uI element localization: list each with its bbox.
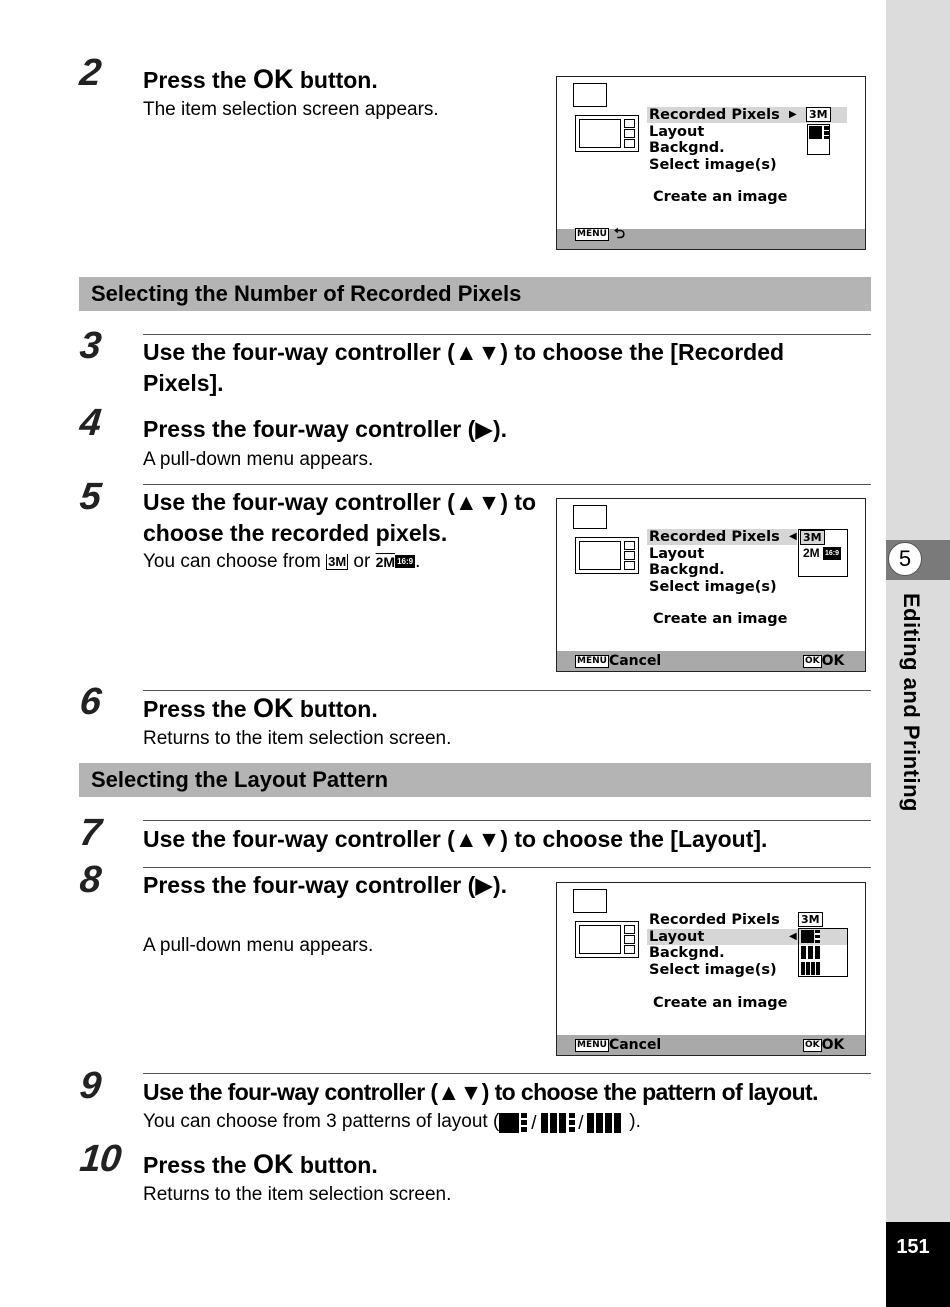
create-image-label: Create an image (653, 189, 788, 205)
screen-bottom-bar: MENU Cancel OK OK (557, 1035, 865, 1055)
menu-key-icon: MENU (577, 1039, 607, 1050)
step-title: Press the OK button. (143, 693, 378, 723)
menu-key-icon: MENU (577, 655, 607, 666)
menu-item-layout: Layout (649, 546, 705, 562)
camera-screen-layout-pulldown (556, 882, 866, 1056)
menu-item-select-images: Select image(s) (649, 962, 777, 978)
step-title: Press the four-way controller (▶). (143, 416, 508, 442)
ok-key-icon: OK (805, 1039, 820, 1050)
menu-item-select-images: Select image(s) (649, 157, 777, 173)
step-number: 8 (77, 859, 103, 901)
divider (143, 820, 871, 821)
menu-item-recorded-pixels: Recorded Pixels (649, 912, 780, 928)
menu-item-layout: Layout (649, 124, 705, 140)
menu-item-layout: Layout (649, 929, 705, 945)
menu-key-icon: MENU (577, 228, 607, 239)
layout-patterns-icon: / / (499, 1112, 629, 1132)
step-title: Use the four-way controller (▲▼) to choose the recorded pixels. (143, 489, 537, 546)
compose-icon (573, 505, 607, 529)
ratio-icon: 16:9 (397, 557, 414, 567)
step-text: You can choose from 3 patterns of layout ( / / ). (143, 1111, 641, 1134)
page-number: 151 (896, 1236, 930, 1258)
step-text: The item selection screen appears. (143, 99, 439, 120)
screen-bottom-bar: MENU Cancel OK OK (557, 651, 865, 671)
arrow-left-icon: ◀ (789, 531, 797, 542)
chapter-title: Editing and Printing (899, 593, 924, 812)
step-title: Use the four-way controller (▲▼) to choose the [Recorded Pixels]. (143, 339, 785, 396)
create-image-label: Create an image (653, 611, 788, 627)
back-icon: ⮌ (613, 226, 626, 242)
layout-preview (575, 921, 639, 958)
step-number: 10 (77, 1138, 123, 1180)
step-number: 3 (77, 325, 103, 367)
divider (143, 334, 871, 335)
menu-item-recorded-pixels: Recorded Pixels (649, 529, 780, 545)
arrow-right-icon: ▶ (789, 109, 797, 120)
camera-screen-pixels-pulldown (556, 498, 866, 672)
step-number: 7 (77, 812, 103, 854)
section-heading-layout: Selecting the Layout Pattern (79, 763, 871, 797)
page-number-box (886, 1222, 950, 1307)
pixels-3m-icon: 3M (328, 553, 347, 569)
menu-item-backgnd: Backgnd. (649, 945, 725, 961)
divider (143, 690, 871, 691)
step-text: A pull-down menu appears. (143, 935, 374, 956)
step-title: Use the four-way controller (▲▼) to choose the [Layout]. (143, 826, 768, 852)
section-heading-recorded-pixels: Selecting the Number of Recorded Pixels (79, 277, 871, 311)
pixels-badge: 3M (806, 107, 831, 122)
create-image-label: Create an image (653, 995, 788, 1011)
layout-preview (575, 115, 639, 152)
compose-icon (573, 889, 607, 913)
divider (143, 484, 871, 485)
layout-pattern-icon (807, 124, 830, 155)
step-text: Returns to the item selection screen. (143, 728, 452, 749)
step-title: Press the four-way controller (▶). (143, 872, 508, 898)
menu-item-select-images: Select image(s) (649, 579, 777, 595)
layout-pulldown (798, 928, 848, 977)
chapter-number: 5 (888, 542, 922, 576)
step-number: 5 (77, 476, 103, 518)
compose-icon (573, 83, 607, 107)
camera-screen-item-selection (556, 76, 866, 250)
layout-preview (575, 537, 639, 574)
menu-item-backgnd: Backgnd. (649, 140, 725, 156)
step-number: 2 (77, 52, 103, 94)
step-title: Press the OK button. (143, 1149, 378, 1179)
pixels-2m-icon: 2M (375, 554, 396, 570)
step-number: 9 (77, 1065, 103, 1107)
menu-item-backgnd: Backgnd. (649, 562, 725, 578)
step-text: A pull-down menu appears. (143, 449, 374, 470)
step-text: You can choose from 3M or 2M 16:9 . (143, 551, 421, 572)
pixels-badge: 3M (798, 912, 823, 927)
step-text: Returns to the item selection screen. (143, 1184, 452, 1205)
step-title: Press the OK button. (143, 64, 378, 94)
arrow-left-icon: ◀ (789, 931, 797, 942)
ok-key-icon: OK (805, 655, 820, 666)
divider (143, 867, 871, 868)
pixels-option-2m: 2M 16:9 (803, 546, 840, 560)
screen-bottom-bar (557, 226, 865, 249)
pixels-option-3m: 3M (800, 530, 825, 545)
step-title: Use the four-way controller (▲▼) to choose the pattern of layout. (143, 1079, 818, 1105)
step-number: 6 (77, 681, 103, 723)
menu-item-recorded-pixels: Recorded Pixels (649, 107, 780, 123)
divider (143, 1073, 871, 1074)
step-number: 4 (77, 402, 103, 444)
